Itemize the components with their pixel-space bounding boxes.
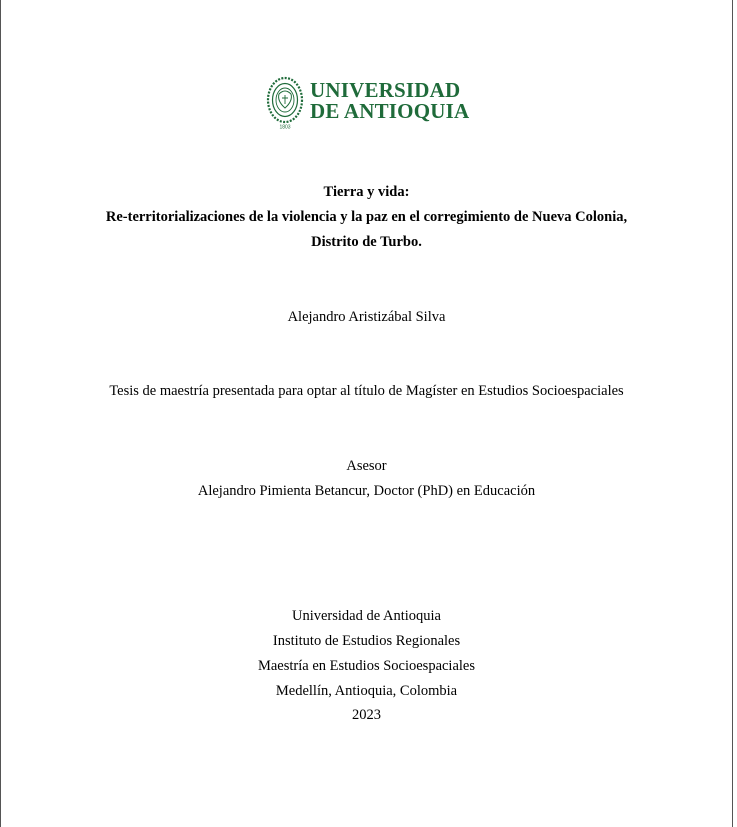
institution-institute: Instituto de Estudios Regionales [272, 633, 461, 649]
institution-program: Maestría en Estudios Socioespaciales [257, 658, 476, 674]
title-line-1: Tierra y vida: [323, 184, 410, 200]
title-line-2: Re-territorializaciones de la violencia y la paz en el corregimiento de Nueva Colonia, [105, 209, 628, 225]
institution-university: Universidad de Antioquia [291, 608, 441, 624]
advisor-name: Alejandro Pimienta Betancur, Doctor (PhD) en Educación [197, 483, 536, 499]
degree-statement: Tesis de maestría presentada para optar al título de Magíster en Estudios Socioespaciales [109, 383, 624, 399]
institution-location: Medellín, Antioquia, Colombia [275, 683, 458, 699]
logo-wordmark-line-1: UNIVERSIDAD [310, 78, 461, 102]
logo-wordmark-line-2: DE ANTIOQUIA [310, 99, 470, 123]
university-logo [265, 74, 475, 130]
title-line-3: Distrito de Turbo. [311, 234, 422, 250]
institution-year: 2023 [352, 707, 381, 723]
advisor-label: Asesor [346, 458, 387, 474]
author-name: Alejandro Aristizábal Silva [287, 309, 446, 325]
university-seal-icon [265, 74, 305, 130]
seal-year: 1803 [279, 124, 291, 130]
